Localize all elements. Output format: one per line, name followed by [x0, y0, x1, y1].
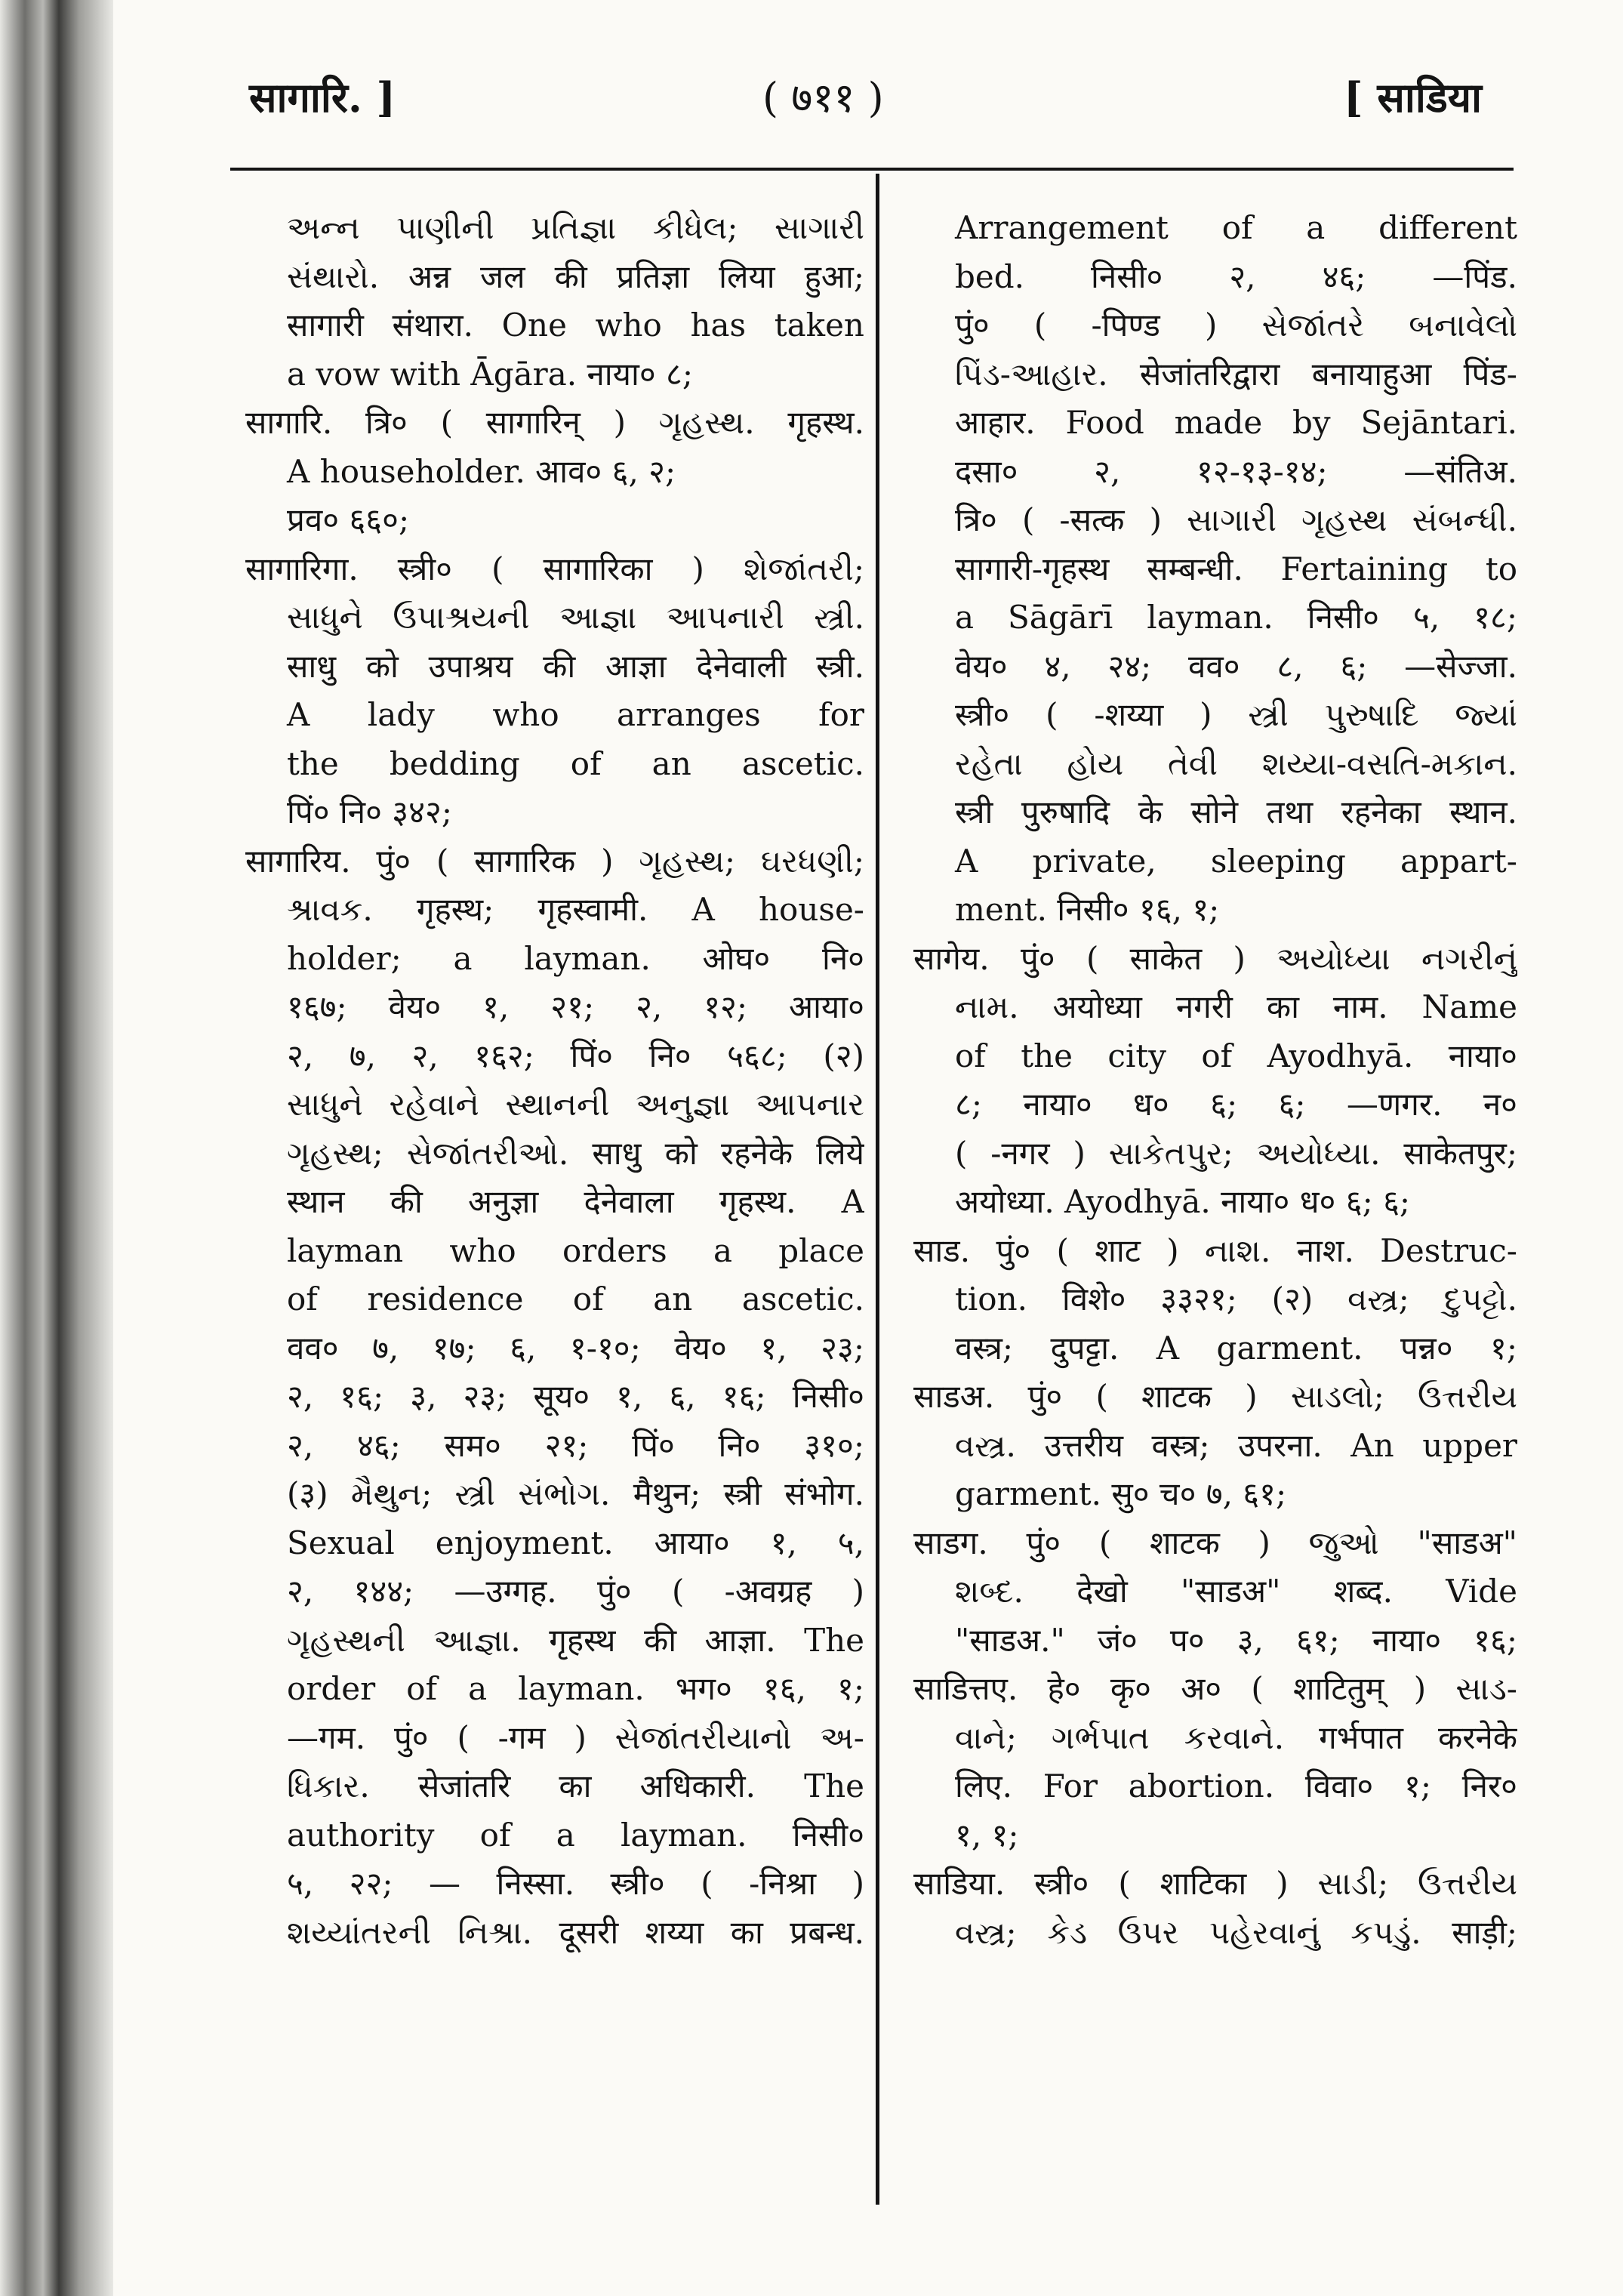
header-left-guide-word: सागारि. ] [249, 73, 396, 122]
text-line: स्थान की अनुज्ञा देनेवाला गृहस्थ. A [287, 1183, 864, 1220]
text-line: the bedding of an ascetic. [287, 744, 864, 782]
right-column [913, 204, 1517, 1957]
header-rule [230, 168, 1514, 171]
book-binding-shadow [0, 0, 113, 2296]
text-line: ધિકાર. सेजांतरि का अधिकारी. The [287, 1767, 864, 1804]
text-line: साधु को उपाश्रय की आज्ञा देनेवाली स्त्री. [287, 647, 864, 685]
text-line: —गम. पुं० ( -गम ) સેજાંતરીયાનો અ- [287, 1718, 864, 1756]
text-line: वव० ७, १७; ६, १-१०; वेय० १, २३; [287, 1329, 864, 1367]
text-line: लिए. For abortion. विवा० १; निर० [955, 1767, 1517, 1804]
text-line: "साडअ." जं० प० ३, ६१; नाया० १६; [955, 1621, 1517, 1659]
text-line: અન્ન પાણીની પ્રતિજ્ઞા કીધેલ; સાગારી [287, 209, 864, 246]
text-line: bed. निसी० २, ४६; —पिंड. [955, 257, 1517, 295]
text-line: holder; a layman. ओघ० नि० [287, 939, 864, 977]
page-number: ( ७११ ) [762, 74, 884, 122]
text-line: ५, २२; — निस्सा. स्त्री० ( -निश्रा ) [287, 1865, 864, 1902]
entry-headword-line: सागेय. पुं० ( साकेत ) અયોધ્યા નગરીનું [913, 939, 1517, 977]
text-line: आहार. Food made by Sejāntari. [955, 404, 1517, 441]
text-line: ગૃહસ્થ; સેજાંતરીઓ. साधु को रहनेके लिये [287, 1134, 864, 1172]
entry-headword-line: सागारिय. पुं० ( सागारिक ) ગૃહસ્થ; ઘરધણી; [245, 842, 864, 880]
text-line: નામ. अयोध्या नगरी का नाम. Name [955, 988, 1517, 1025]
text-line: સાધુને રહેવાને સ્થાનની અનુજ્ઞા આપનાર [287, 1086, 864, 1123]
text-line: શ્રાવક. गृहस्थ; गृहस्वामी. A house- [287, 891, 864, 928]
left-column [245, 204, 864, 1957]
text-line: of residence of an ascetic. [287, 1281, 864, 1318]
text-line: सागारी संथारा. One who has taken [287, 307, 864, 344]
text-line: २, १६; ३, २३; सूय० १, ६, १६; निसी० [287, 1378, 864, 1415]
text-line: ment. निसी० १६, १; [955, 891, 1220, 928]
text-line: वस्त्र; दुपट्टा. A garment. पन्न० १; [955, 1329, 1517, 1367]
text-line: સાધુને ઉપાશ્રયની આજ્ઞા આપનારી સ્ત્રી. [287, 599, 864, 636]
entry-headword-line: साडित्तए. हे० कृ० अ० ( शाटितुम् ) સાડ- [913, 1670, 1517, 1707]
text-line: garment. सु० च० ७, ६१; [955, 1475, 1287, 1512]
text-line: વસ્ત્ર; કેડ ઉપર પહેરવાનું કપડું. साड़ी; [955, 1913, 1517, 1951]
text-line: वेय० ४, २४; वव० ८, ६; —सेज्जा. [955, 647, 1517, 685]
entry-headword-line: साडअ. पुं० ( शाटक ) સાડલો; ઉત્તરીય [913, 1378, 1517, 1415]
text-line: tion. विशे० ३३२१; (२) વસ્ત્ર; દુપટ્ટો. [955, 1281, 1517, 1318]
text-line: ગૃહસ્થની આજ્ઞા. गृहस्थ की आज्ञा. The [287, 1621, 864, 1659]
text-line: a Sāgārī layman. निसी० ५, १८; [955, 599, 1517, 636]
text-line: a vow with Āgāra. नाया० ८; [287, 355, 694, 393]
text-line: (३) મૈથુન; સ્ત્રી સંભોગ. मैथुन; स्त्री संभोग. [287, 1475, 864, 1512]
text-line: त्रि० ( -सत्क ) સાગારી ગૃહસ્થ સંબન્ધી. [955, 501, 1517, 538]
text-line: વસ્ત્ર. उत्तरीय वस्त्र; उपरना. An upper [955, 1426, 1517, 1464]
text-line: ८; नाया० ध० ६; ६; —णगर. न० [955, 1086, 1517, 1123]
text-line: १, १; [955, 1816, 1019, 1854]
text-line: A lady who arranges for [287, 696, 864, 733]
text-line: सागारी-गृहस्थ सम्बन्धी. Fertaining to [955, 550, 1517, 587]
text-line: स्त्री० ( -शय्या ) સ્ત્રી પુરુષાદિ જ્યાં [955, 696, 1517, 733]
entry-headword-line: साडग. पुं० ( शाटक ) જુઓ "साडअ" [913, 1524, 1517, 1561]
text-line: વાને; ગર્ભપાત કરવાને. गर्भपात करनेके [955, 1718, 1517, 1756]
text-line: of the city of Ayodhyā. नाया० [955, 1037, 1517, 1074]
entry-headword-line: साड. पुं० ( शाट ) નાશ. नाश. Destruc- [913, 1231, 1517, 1269]
text-line: સંથારો. अन्न जल की प्रतिज्ञा लिया हुआ; [287, 257, 864, 295]
text-line: २, ४६; सम० २१; पिं० नि० ३१०; [287, 1426, 864, 1464]
text-line: प्रव० ६६०; [287, 501, 410, 538]
header-right-guide-word: [ साडिया [1344, 73, 1483, 122]
text-line: પિંડ-આહાર. सेजांतरिद्वारा बनायाहुआ पिंड- [955, 355, 1517, 393]
text-line: ( -नगर ) સાકેતપુર; અયોધ્યા. साकेतपुर; [955, 1134, 1517, 1172]
text-line: order of a layman. भग० १६, १; [287, 1670, 864, 1707]
text-line: पुं० ( -पिण्ड ) સેજાંતરે બનાવેલો [955, 307, 1517, 344]
text-line: layman who orders a place [287, 1231, 864, 1269]
text-line: A private, sleeping appart- [955, 842, 1517, 880]
text-line: अयोध्या. Ayodhyā. नाया० ध० ६; ६; [955, 1183, 1411, 1220]
text-line: Sexual enjoyment. आया० १, ५, [287, 1524, 864, 1561]
text-line: Arrangement of a different [955, 209, 1517, 246]
text-line: authority of a layman. निसी० [287, 1816, 864, 1854]
column-divider [876, 174, 879, 2205]
text-line: २, ७, २, १६२; पिं० नि० ५६८; (२) [287, 1037, 864, 1074]
text-line: स्त्री पुरुषादि के सोने तथा रहनेका स्थान. [955, 794, 1517, 831]
text-line: २, १४४; —उग्गह. पुं० ( -अवग्रह ) [287, 1573, 864, 1610]
text-line: રહેતા હોય તેવી શય્યા-વસતિ-મકાન. [955, 744, 1517, 782]
entry-headword-line: सागारि. त्रि० ( सागारिन् ) ગૃહસ્થ. गृहस्थ. [245, 404, 864, 441]
text-line: १६७; वेय० १, २१; २, १२; आया० [287, 988, 864, 1025]
text-line: दसा० २, १२-१३-१४; —संतिअ. [955, 452, 1517, 490]
text-line: पिं० नि० ३४२; [287, 794, 452, 831]
entry-headword-line: साडिया. स्त्री० ( शाटिका ) સાડી; ઉત્તરીય [913, 1865, 1517, 1902]
text-line: A householder. आव० ६, २; [287, 452, 676, 490]
entry-headword-line: सागारिगा. स्त्री० ( सागारिका ) શેજાંતરી; [245, 550, 864, 587]
text-line: શય્યાંતરની નિશ્રા. दूसरी शय्या का प्रबन्ध. [287, 1913, 864, 1951]
text-line: શબ્દ. देखो "साडअ" शब्द. Vide [955, 1573, 1517, 1610]
